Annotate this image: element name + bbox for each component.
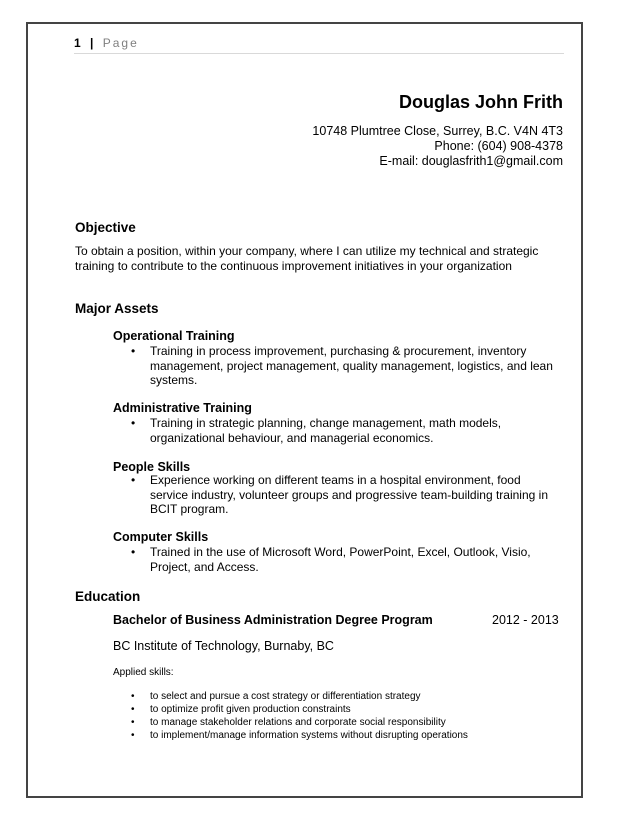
administrative-training-title: Administrative Training [113,401,252,415]
administrative-training-list [131,416,561,445]
major-assets-heading: Major Assets [75,301,159,316]
header-divider [74,53,564,54]
header-separator: | [90,36,95,50]
applied-skills-label: Applied skills: [113,667,174,678]
degree-years: 2012 - 2013 [492,613,559,627]
institution: BC Institute of Technology, Burnaby, BC [113,639,334,653]
list-item: • Training in strategic planning, change management, math models, organizational behaviour, and managerial economics. [131,416,561,445]
page-label: Page [102,36,139,50]
computer-skills-list [131,545,561,574]
page-number: 1 [74,36,82,50]
page-header [74,36,139,50]
phone: Phone: (604) 908-4378 [434,139,563,153]
computer-skills-title: Computer Skills [113,530,209,544]
list-item: • to select and pursue a cost strategy or differentiation strategy [131,690,561,703]
people-skills-list [131,473,561,517]
list-item: • to implement/manage information systems without disrupting operations [131,729,561,742]
objective-text: To obtain a position, within your company, where I can utilize my technical and strategic training to contribute to the continuous improvement initiatives in your organization [75,244,539,273]
list-item: • Experience working on different teams in a hospital environment, food service industry, volunteer groups and progressive team-building training in BCIT program. [131,473,561,517]
operational-training-title: Operational Training [113,329,235,343]
list-item: • to manage stakeholder relations and corporate social responsibility [131,716,561,729]
list-item: • Trained in the use of Microsoft Word, PowerPoint, Excel, Outlook, Visio, Project, and Access. [131,545,561,574]
degree-title: Bachelor of Business Administration Degree Program [113,613,433,627]
list-item: • Training in process improvement, purchasing & procurement, inventory management, project management, quality management, logistics, and lean systems. [131,344,561,388]
people-skills-title: People Skills [113,460,191,474]
list-item: • to optimize profit given production constraints [131,703,561,716]
objective-heading: Objective [75,220,136,235]
applicant-name: Douglas John Frith [399,92,563,112]
email: E-mail: douglasfrith1@gmail.com [379,154,563,168]
operational-training-list [131,344,561,388]
applied-skills-list [131,690,561,742]
education-heading: Education [75,589,141,604]
address: 10748 Plumtree Close, Surrey, B.C. V4N 4T3 [312,124,563,138]
